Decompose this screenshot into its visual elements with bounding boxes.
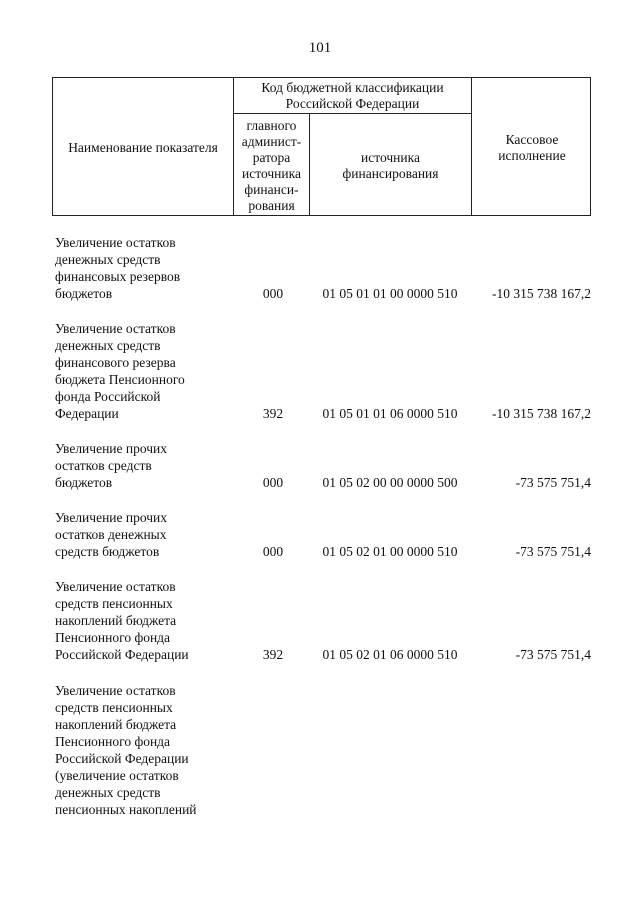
table-row: [52, 509, 591, 560]
table-header: [52, 77, 591, 216]
row-source-code: 01 05 02 00 00 0000 500: [322, 475, 458, 490]
row-source-code: 01 05 02 01 06 0000 510: [322, 647, 458, 662]
row-name: Увеличение остатков средств пенсионных накоплений бюджета Пенсионного фонда Российской Федерации (увеличение остатков денежных средств пенсионных накоплений: [55, 683, 197, 817]
row-amount: -73 575 751,4: [515, 544, 591, 559]
row-source-code: 01 05 02 01 00 0000 510: [322, 544, 458, 559]
row-name: Увеличение прочих остатков денежных средств бюджетов: [55, 510, 168, 559]
header-source-code: источника финансирования: [342, 149, 439, 181]
row-amount: -10 315 738 167,2: [492, 286, 591, 301]
table-row: [52, 440, 591, 491]
row-name: Увеличение остатков средств пенсионных накоплений бюджета Пенсионного фонда Российской Федерации: [55, 579, 189, 662]
row-name: Увеличение остатков денежных средств финансовых резервов бюджетов: [55, 235, 181, 301]
row-amount: -73 575 751,4: [515, 647, 591, 662]
header-execution: Кассовое исполнение: [498, 131, 566, 163]
table-row: [52, 320, 591, 422]
page-number: 101: [308, 40, 332, 56]
row-name: Увеличение остатков денежных средств финансового резерва бюджета Пенсионного фонда Российской Федерации: [55, 321, 185, 421]
row-admin-code: 392: [262, 406, 284, 421]
row-admin-code: 000: [262, 286, 284, 301]
table-row: [52, 578, 591, 663]
header-admin-code: главного админист- ратора источника финанси- рования: [241, 117, 302, 213]
row-admin-code: 000: [262, 475, 284, 490]
row-source-code: 01 05 01 01 06 0000 510: [322, 406, 458, 421]
row-amount: -73 575 751,4: [515, 475, 591, 490]
row-amount: -10 315 738 167,2: [492, 406, 591, 421]
table-row: [52, 682, 591, 818]
header-indicator-name: Наименование показателя: [68, 139, 218, 155]
row-admin-code: 392: [262, 647, 284, 662]
row-admin-code: 000: [262, 544, 284, 559]
header-code-group: Код бюджетной классификации Российской Федерации: [261, 79, 444, 111]
row-name: Увеличение прочих остатков средств бюджетов: [55, 441, 168, 490]
row-source-code: 01 05 01 01 00 0000 510: [322, 286, 458, 301]
table-row: [52, 234, 591, 302]
